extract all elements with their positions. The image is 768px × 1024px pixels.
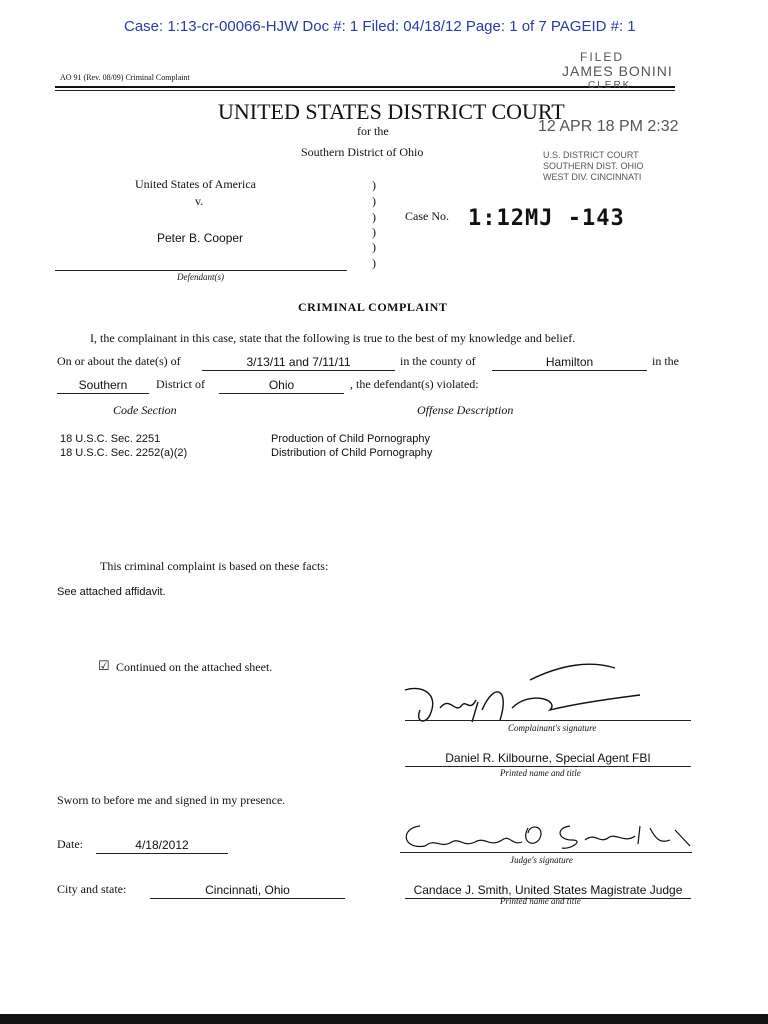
caption-paren: ) <box>372 194 376 208</box>
judge-sig-line <box>400 852 692 853</box>
date-label: Date: <box>57 837 83 851</box>
date-field: 4/18/2012 <box>96 837 228 854</box>
checkbox-checked-icon: ☑ <box>98 658 110 673</box>
clerk-stamp: CLERK <box>588 80 632 91</box>
sworn-text: Sworn to before me and signed in my presence. <box>57 793 286 807</box>
plaintiff-name: United States of America <box>135 177 256 191</box>
court-stamp-line: SOUTHERN DIST. OHIO <box>543 161 644 171</box>
dates-field: 3/13/11 and 7/11/11 <box>202 354 395 371</box>
district-field: Southern <box>57 377 149 394</box>
offense-description: Distribution of Child Pornography <box>271 447 433 459</box>
case-number: 1:12MJ -143 <box>468 206 625 231</box>
versus: v. <box>195 194 204 208</box>
judge-printed-label: Printed name and title <box>500 896 581 906</box>
continued-label: Continued on the attached sheet. <box>116 660 273 674</box>
filed-stamp: FILED <box>580 50 625 64</box>
court-stamp-line: U.S. DISTRICT COURT <box>543 150 639 160</box>
code-section: 18 U.S.C. Sec. 2251 <box>60 433 161 445</box>
court-stamp-line: WEST DIV. CINCINNATI <box>543 172 642 182</box>
city-label: City and state: <box>57 882 127 896</box>
judge-name: Candace J. Smith, United States Magistrate Judge <box>405 882 691 899</box>
caption-paren: ) <box>372 225 376 239</box>
code-section-label: Code Section <box>113 403 177 417</box>
district-of-label: District of <box>156 377 205 391</box>
caption-paren: ) <box>372 210 376 224</box>
scan-bottom-border <box>0 1014 768 1024</box>
header-rule <box>55 86 675 88</box>
complainant-name: Daniel R. Kilbourne, Special Agent FBI <box>405 750 691 767</box>
violated-label: , the defendant(s) violated: <box>350 377 479 391</box>
ecf-header: Case: 1:13-cr-00066-HJW Doc #: 1 Filed: 04/18/12 Page: 1 of 7 PAGEID #: 1 <box>124 18 636 35</box>
in-the-label: in the <box>652 354 679 368</box>
county-label: in the county of <box>400 354 476 368</box>
complaint-heading: CRIMINAL COMPLAINT <box>298 300 448 314</box>
caption-paren: ) <box>372 240 376 254</box>
complainant-printed-label: Printed name and title <box>500 768 581 778</box>
defendant-name: Peter B. Cooper <box>157 231 244 245</box>
code-section: 18 U.S.C. Sec. 2252(a)(2) <box>60 447 188 459</box>
complainant-sig-label: Complainant's signature <box>508 723 597 733</box>
clerk-name-stamp: JAMES BONINI <box>562 63 673 79</box>
defendant-label: Defendant(s) <box>177 272 224 282</box>
city-field: Cincinnati, Ohio <box>150 882 345 899</box>
court-for: for the <box>357 124 389 138</box>
state-field: Ohio <box>219 377 344 394</box>
defendant-rule <box>55 270 347 271</box>
complainant-sig-line <box>405 720 691 721</box>
complaint-intro: I, the complainant in this case, state that the following is true to the best of my knowledge and belief. <box>90 331 576 345</box>
caption-paren: ) <box>372 256 376 270</box>
on-or-about-label: On or about the date(s) of <box>57 354 181 368</box>
offense-label: Offense Description <box>417 403 514 417</box>
facts-text: See attached affidavit. <box>57 586 166 598</box>
offense-description: Production of Child Pornography <box>271 433 430 445</box>
judge-signature-image <box>400 818 692 860</box>
court-title: UNITED STATES DISTRICT COURT <box>218 99 565 124</box>
header-rule-thin <box>55 90 675 91</box>
court-district: Southern District of Ohio <box>301 145 424 159</box>
judge-sig-label: Judge's signature <box>510 855 573 865</box>
received-stamp: 12 APR 18 PM 2:32 <box>538 118 679 135</box>
form-code: AO 91 (Rev. 08/09) Criminal Complaint <box>60 73 190 82</box>
court-stamp-block <box>543 150 644 183</box>
caption-paren: ) <box>372 178 376 192</box>
case-no-label: Case No. <box>405 209 449 223</box>
based-on-label: This criminal complaint is based on these facts: <box>100 559 329 573</box>
county-field: Hamilton <box>492 354 647 371</box>
